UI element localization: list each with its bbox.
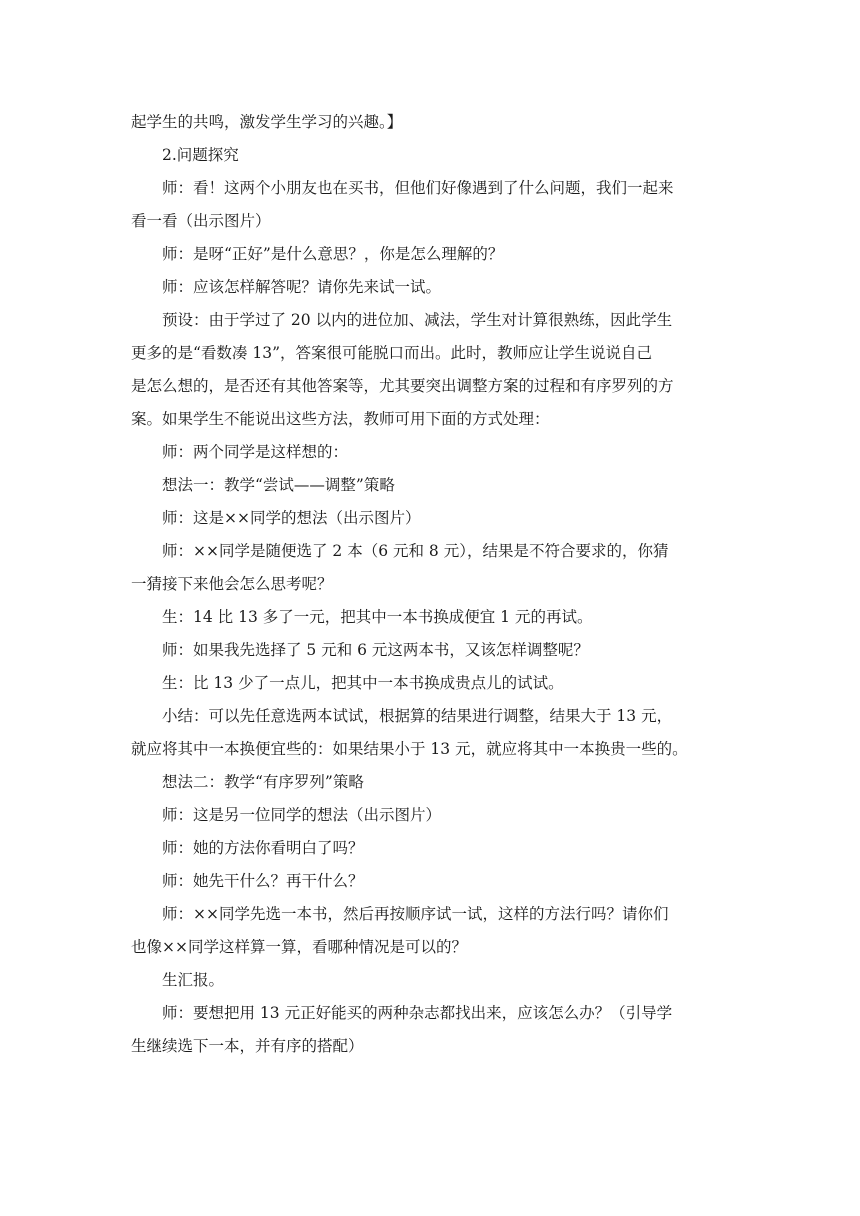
text-line: 生继续选下一本，并有序的搭配） <box>131 1037 364 1055</box>
text-line: 预设：由于学过了 20 以内的进位加、减法，学生对计算很熟练，因此学生 <box>162 311 673 329</box>
text-line: 也像××同学这样算一算，看哪种情况是可以的？ <box>131 938 467 956</box>
text-line: 一猜接下来他会怎么思考呢？ <box>131 575 333 593</box>
text-line: 生：14 比 13 多了一元，把其中一本书换成便宜 1 元的再试。 <box>162 608 593 626</box>
text-line: 是怎么想的，是否还有其他答案等，尤其要突出调整方案的过程和有序罗列的方 <box>131 377 674 395</box>
text-line: 师：××同学是随便选了 2 本（6 元和 8 元），结果是不符合要求的，你猜 <box>162 542 669 560</box>
text-line: 更多的是“看数凑 13”，答案很可能脱口而出。此时，教师应让学生说说自己 <box>131 344 653 362</box>
text-line: 师：××同学先选一本书，然后再按顺序试一试，这样的方法行吗？请你们 <box>162 905 669 923</box>
text-line: 师：这是××同学的想法（出示图片） <box>162 509 421 527</box>
text-line: 生汇报。 <box>162 971 225 989</box>
document-body <box>131 106 731 1063</box>
text-line: 师：应该怎样解答呢？请你先来试一试。 <box>162 278 442 296</box>
text-line: 看一看（出示图片） <box>131 212 271 230</box>
text-line: 就应将其中一本换便宜些的：如果结果小于 13 元，就应将其中一本换贵一些的。 <box>131 740 688 758</box>
text-line: 师：她先干什么？再干什么？ <box>162 872 364 890</box>
text-line: 师：是呀“正好”是什么意思？，你是怎么理解的？ <box>162 245 504 263</box>
text-line: 案。如果学生不能说出这些方法，教师可用下面的方式处理： <box>131 410 550 428</box>
text-line: 想法二：教学“有序罗列”策略 <box>162 773 364 791</box>
text-line: 2.问题探究 <box>162 146 239 164</box>
text-line: 小结：可以先任意选两本试试，根据算的结果进行调整，结果大于 13 元， <box>162 707 673 725</box>
text-line: 师：这是另一位同学的想法（出示图片） <box>162 806 442 824</box>
text-line: 师：她的方法你看明白了吗？ <box>162 839 364 857</box>
text-line: 想法一：教学“尝试——调整”策略 <box>162 476 395 494</box>
text-line: 师：看！这两个小朋友也在买书，但他们好像遇到了什么问题，我们一起来 <box>162 179 674 197</box>
text-line: 师：两个同学是这样想的： <box>162 443 349 461</box>
text-line: 起学生的共鸣，激发学生学习的兴趣。】 <box>131 113 403 131</box>
text-line: 师：要想把用 13 元正好能买的两种杂志都找出来，应该怎么办？（引导学 <box>162 1004 673 1022</box>
text-line: 生：比 13 少了一点儿，把其中一本书换成贵点儿的试试。 <box>162 674 564 692</box>
text-line: 师：如果我先选择了 5 元和 6 元这两本书，又该怎样调整呢？ <box>162 641 589 659</box>
